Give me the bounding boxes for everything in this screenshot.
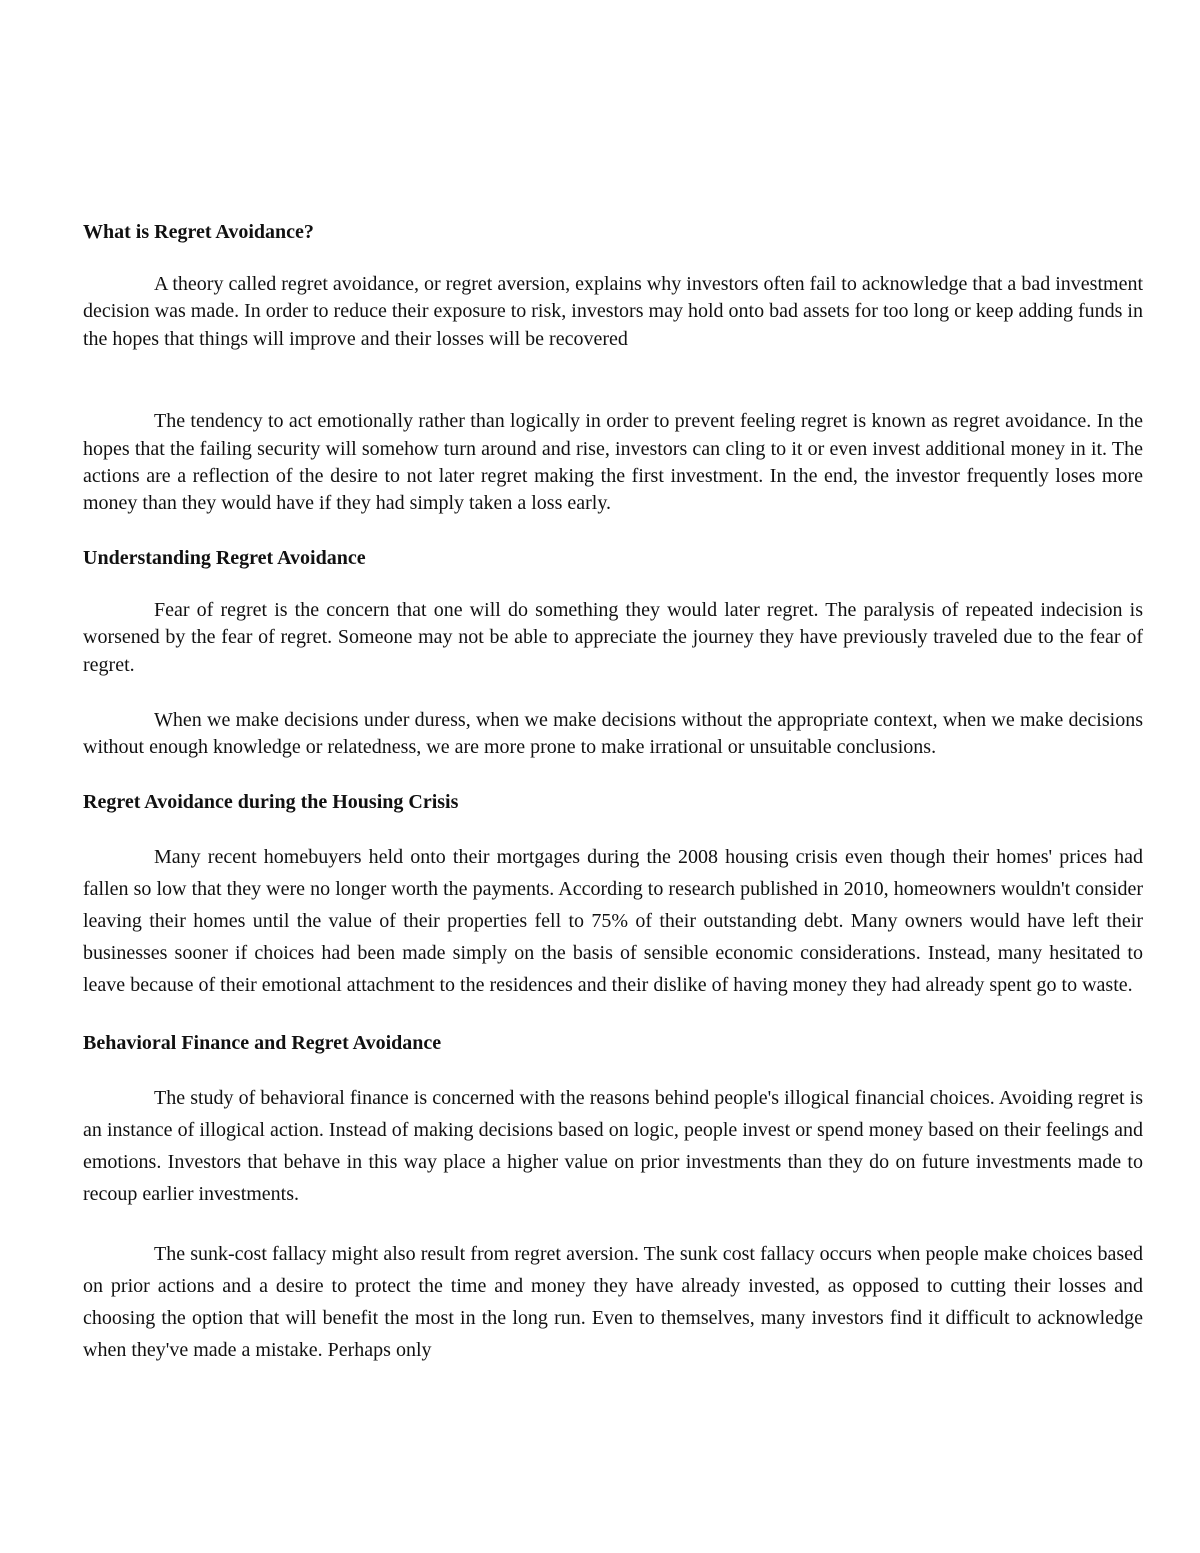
heading-understanding-regret-avoidance: Understanding Regret Avoidance — [83, 546, 366, 569]
paragraph-regret-avoidance-theory: A theory called regret avoidance, or regret aversion, explains why investors often fail to acknowledge that a bad investment decision was made. In order to reduce their exposure to risk, investors may hold onto bad assets for too long or keep adding funds in the hopes that things will improve and their losses will be recovered — [83, 273, 1143, 350]
paragraph-fear-of-regret: Fear of regret is the concern that one will do something they would later regret. The paralysis of repeated indecision is worsened by the fear of regret. Someone may not be able to appreciate the journey they have previously traveled due to the fear of regret. — [83, 598, 1143, 676]
paragraph-behavioral-finance-study: The study of behavioral finance is concerned with the reasons behind people's illogical financial choices. Avoiding regret is an instance of illogical action. Instead of making decisions based on logic, people invest or spend money based on their feelings and emotions. Investors that behave in this way place a higher value on prior investments than they do on future investments made to recoup earlier investments. — [83, 1086, 1143, 1205]
heading-behavioral-finance: Behavioral Finance and Regret Avoidance — [83, 1031, 442, 1054]
paragraph-housing-crisis: Many recent homebuyers held onto their mortgages during the 2008 housing crisis even though their homes' prices had fallen so low that they were no longer worth the payments. According to research published in 2010, homeowners wouldn't consider leaving their homes until the value of their properties fell to 75% of their outstanding debt. Many owners would have left their businesses sooner if choices had been made simply on the basis of sensible economic considerations. Instead, many hesitated to leave because of their emotional attachment to the residences and their dislike of having money they had already spent go to waste. — [83, 845, 1143, 996]
document-body — [83, 218, 1143, 1366]
paragraph-sunk-cost-fallacy: The sunk-cost fallacy might also result from regret aversion. The sunk cost fallacy occurs when people make choices based on prior actions and a desire to protect the time and money they have already invested, as opposed to cutting their losses and choosing the option that will benefit the most in the long run. Even to themselves, many investors find it difficult to acknowledge when they've made a mistake. Perhaps only — [83, 1242, 1143, 1361]
heading-housing-crisis: Regret Avoidance during the Housing Crisis — [83, 790, 459, 813]
paragraph-emotional-tendency: The tendency to act emotionally rather than logically in order to prevent feeling regret is known as regret avoidance. In the hopes that the failing security will somehow turn around and rise, investors can cling to it or even invest additional money in it. The actions are a reflection of the desire to not later regret making the first investment. In the end, the investor frequently loses more money than they would have if they had simply taken a loss early. — [83, 410, 1143, 515]
heading-what-is-regret-avoidance: What is Regret Avoidance? — [83, 221, 314, 243]
paragraph-decisions-under-duress: When we make decisions under duress, when we make decisions without the appropriate context, when we make decisions without enough knowledge or relatedness, we are more prone to make irrational or unsuitable conclusions. — [83, 709, 1143, 759]
